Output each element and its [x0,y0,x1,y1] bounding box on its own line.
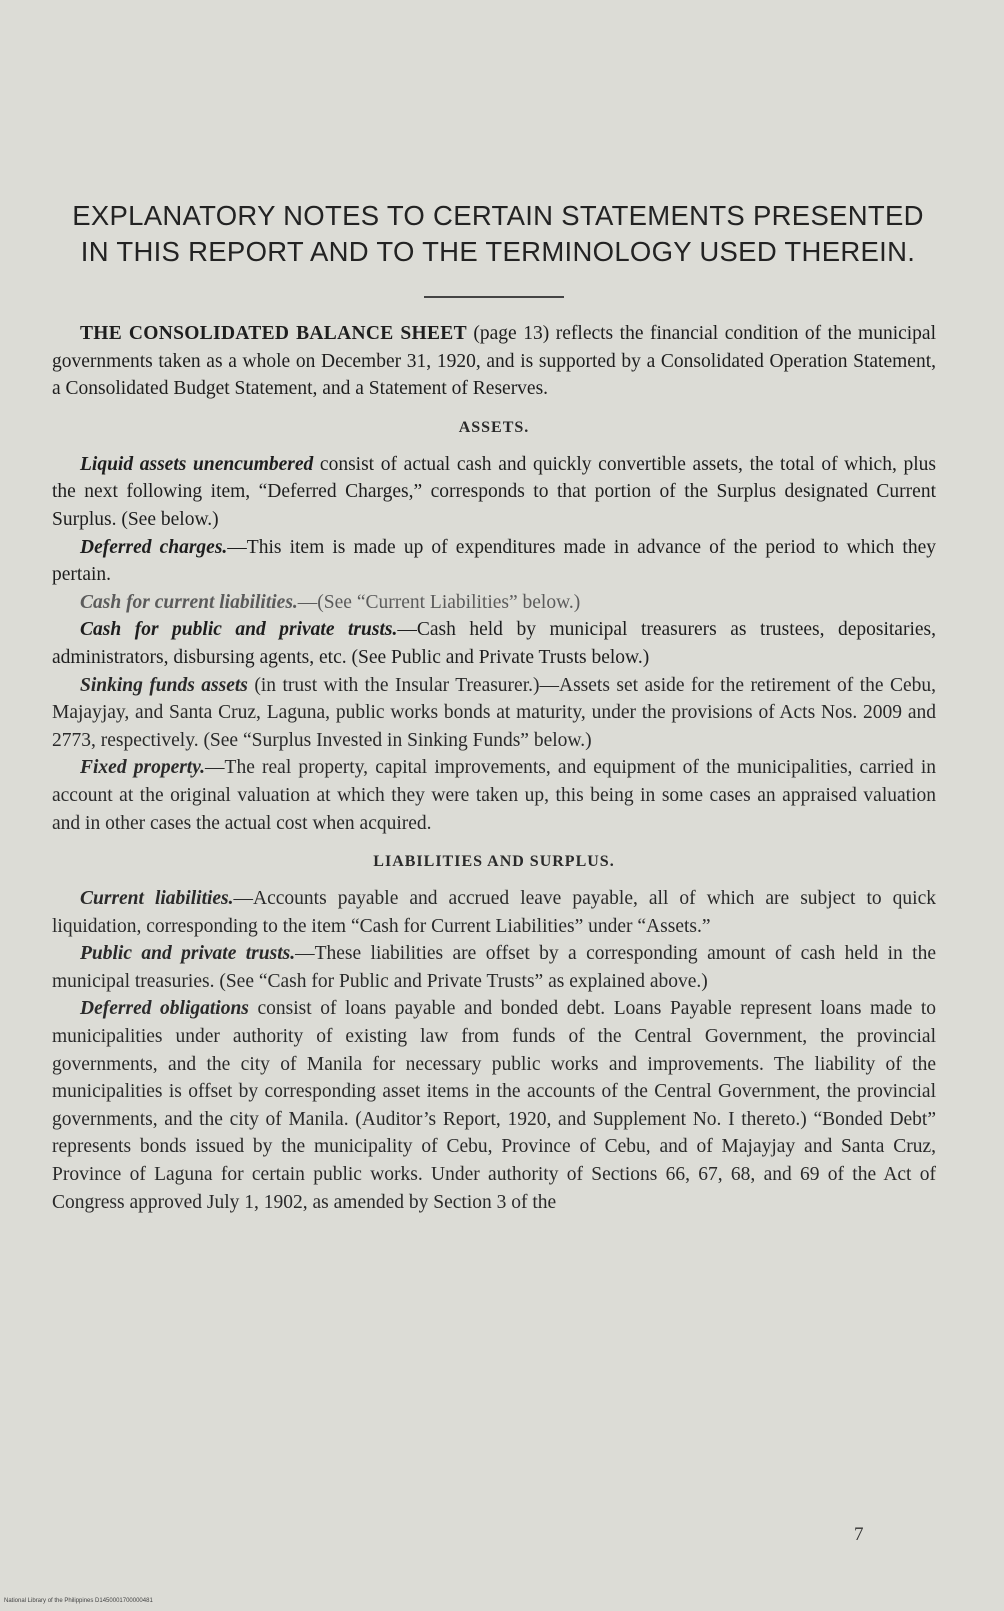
assets-paragraph: Cash for public and private trusts.—Cash held by municipal treasurers as trustees, depositaries, administrators, disbursing agents, etc. (See Public and Private Trusts below.) [52,619,936,668]
body-text [52,320,936,1216]
assets-heading: ASSETS. [458,418,530,436]
intro-text: (page 13) reflects the financial condition of the municipal governments taken as a whole on December 31, 1920, and is supported by a Consolidated Operation Statement, a Consolidated Budget Statement, and a Statement of Reserves. [52,323,937,400]
intro-lead: THE CONSOLIDATED BALANCE SHEET [80,323,467,344]
assets-paragraph: Cash for current liabilities.—(See “Current Liabilities” below.) [80,591,581,613]
liabilities-paragraph: Public and private trusts.—These liabilities are offset by a corresponding amount of cash held in the municipal treasuries. (See “Cash for Public and Private Trusts” as explained above.) [52,943,936,992]
assets-paragraph: Fixed property.—The real property, capital improvements, and equipment of the municipalities, carried in account at the original valuation at which they were taken up, this being in some cases an appraised valuation and in other cases the actual cost when acquired. [52,757,936,834]
liabilities-paragraph: Current liabilities.—Accounts payable and accrued leave payable, all of which are subject to quick liquidation, corresponding to the item “Cash for Current Liabilities” under “Assets.” [52,888,937,937]
scan-footer: National Library of the Philippines D1450001700000481 [4,1598,153,1604]
assets-paragraph: Liquid assets unencumbered consist of actual cash and quickly convertible assets, the total of which, plus the next following item, “Deferred Charges,” corresponds to that portion of the Surplus designated Current Surplus. (See below.) [52,453,936,530]
assets-paragraph: Deferred charges.—This item is made up of expenditures made in advance of the period to which they pertain. [52,536,936,586]
page-title [48,198,948,270]
title-divider [424,296,564,298]
page-number: 7 [854,1524,864,1545]
assets-paragraph: Sinking funds assets (in trust with the Insular Treasurer.)—Assets set aside for the retirement of the Cebu, Majayjay, and Santa Cruz, Laguna, public works bonds at maturity, under the provisions of Acts Nos. 2009 and 2773, respectively. (See “Surplus Invested in Sinking Funds” below.) [52,674,937,751]
intro-paragraph [52,320,936,403]
title-line-2: IN THIS REPORT AND TO THE TERMINOLOGY USED THEREIN. [80,236,916,267]
title-line-1: EXPLANATORY NOTES TO CERTAIN STATEMENTS PRESENTED [72,200,924,231]
liabilities-heading: LIABILITIES AND SURPLUS. [373,853,615,871]
liabilities-paragraph: Deferred obligations consist of loans payable and bonded debt. Loans Payable represent loans made to municipalities under authority of existing law from funds of the Central Government, the provincial governments, and the city of Manila for necessary public works and improvements. The liability of the municipalities is offset by corresponding asset items in the accounts of the Central Government, the provincial governments, and the city of Manila. (Auditor’s Report, 1920, and Supplement No. I thereto.) “Bonded Debt” represents bonds issued by the municipality of Cebu, Province of Cebu, and of Majayjay and Santa Cruz, Province of Laguna for certain public works. Under authority of Sections 66, 67, 68, and 69 of the Act of Congress approved July 1, 1902, as amended by Section 3 of the [52,998,936,1213]
